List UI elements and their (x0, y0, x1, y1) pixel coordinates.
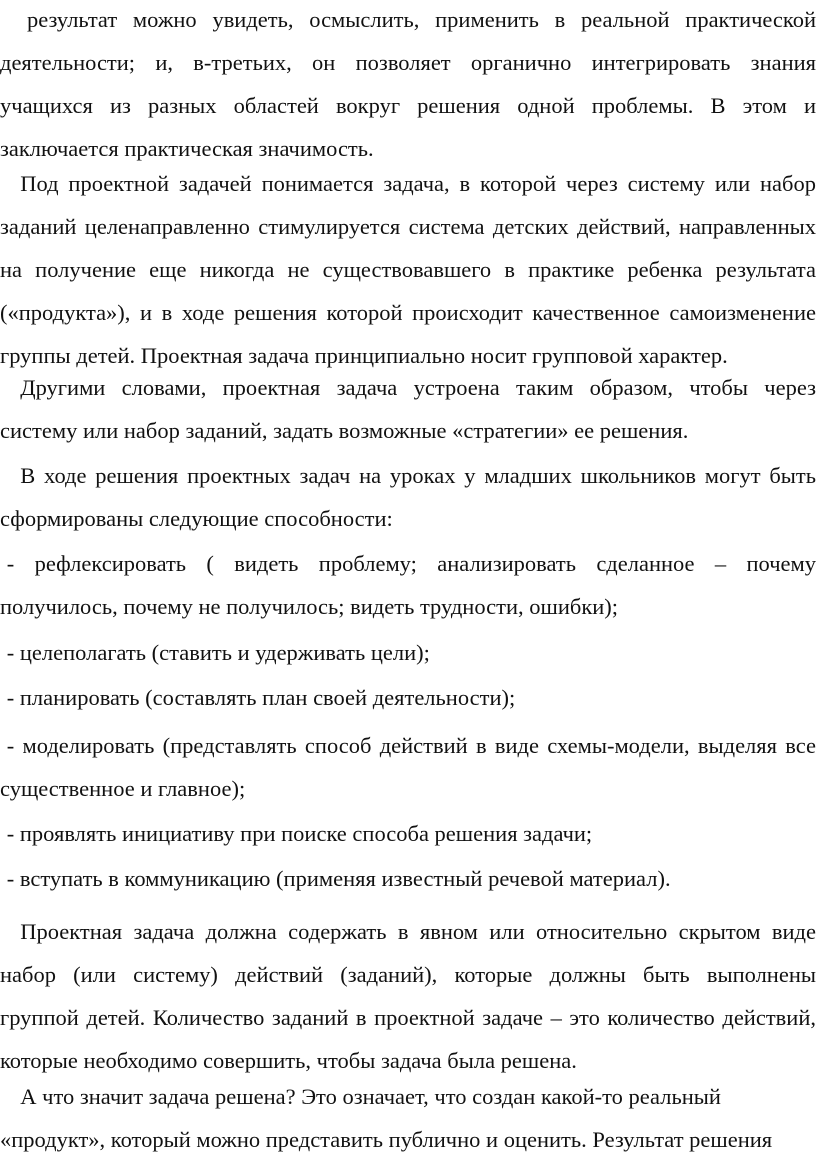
text-line: группой детей. Количество заданий в проектной задаче – это количество действий, (0, 1005, 816, 1030)
paragraph-1 (0, 0, 816, 170)
text-line: учащихся из разных областей вокруг решения одной проблемы. В этом и (0, 93, 816, 118)
text-line: результат можно увидеть, осмыслить, применить в реальной практической (27, 7, 816, 32)
list-item-reflect (0, 542, 816, 628)
list-item-goal-setting (0, 631, 816, 674)
text-line: которые необходимо совершить, чтобы задача была решена. (0, 1048, 577, 1073)
text-line: систему или набор заданий, задать возможные «стратегии» ее решения. (0, 418, 689, 443)
paragraph-4 (0, 454, 816, 540)
list-item-initiative (0, 812, 816, 855)
text-line: - вступать в коммуникацию (применяя известный речевой материал). (6, 866, 671, 891)
text-line: набор (или систему) действий (заданий), которые должны быть выполнены (0, 962, 816, 987)
text-line: («продукта»), и в ходе решения которой происходит качественное самоизменение (0, 300, 816, 325)
text-line: заключается практическая значимость. (0, 136, 374, 161)
list-item-modeling (0, 724, 816, 810)
text-line: - моделировать (представлять способ действий в виде схемы-модели, выделяя все (6, 733, 816, 758)
paragraph-6 (0, 1075, 816, 1161)
paragraph-5 (0, 910, 816, 1082)
text-line: - планировать (составлять план своей деятельности); (6, 685, 516, 710)
text-line: - целеполагать (ставить и удерживать цели); (6, 640, 430, 665)
text-line: Под проектной задачей понимается задача, в которой через систему или набор (20, 171, 816, 196)
text-line: - проявлять инициативу при поиске способа решения задачи; (6, 821, 593, 846)
list-item-communication (0, 857, 816, 900)
paragraph-3 (0, 366, 816, 452)
text-line: существенное и главное); (0, 776, 246, 801)
text-line: сформированы следующие способности: (0, 506, 393, 531)
text-line: заданий целенаправленно стимулируется система детских действий, направленных (0, 214, 816, 239)
text-line: Другими словами, проектная задача устроена таким образом, чтобы через (20, 375, 816, 400)
list-item-planning (0, 676, 816, 719)
text-line: А что значит задача решена? Это означает, что создан какой-то реальный (20, 1084, 721, 1109)
text-line: Проектная задача должна содержать в явном или относительно скрытом виде (20, 919, 816, 944)
paragraph-2 (0, 162, 816, 377)
text-line: В ходе решения проектных задач на уроках у младших школьников могут быть (20, 463, 816, 488)
text-line: группы детей. Проектная задача принципиально носит групповой характер. (0, 343, 728, 368)
text-line: - рефлексировать ( видеть проблему; анализировать сделанное – почему (6, 551, 816, 576)
text-line: получилось, почему не получилось; видеть трудности, ошибки); (0, 594, 619, 619)
text-line: «продукт», который можно представить публично и оценить. Результат решения (0, 1127, 773, 1152)
text-line: на получение еще никогда не существовавшего в практике ребенка результата (0, 257, 816, 282)
text-line: деятельности; и, в-третьих, он позволяет органично интегрировать знания (0, 50, 816, 75)
